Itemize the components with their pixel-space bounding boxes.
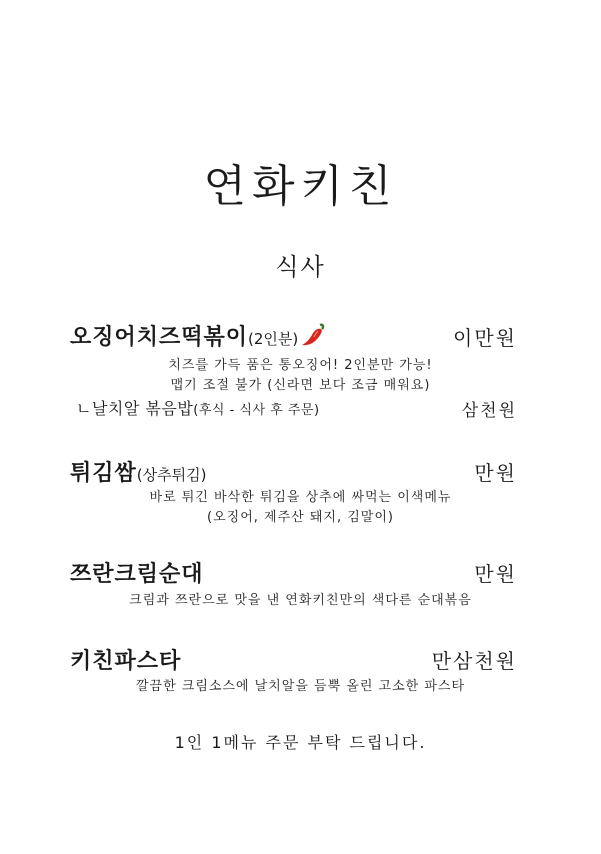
menu-item-price: 만삼천원 [431, 649, 517, 673]
side-item-note: (후식 - 식사 후 주문) [193, 403, 320, 418]
menu-item-description: 치즈를 가득 품은 통오징어! 2인분만 가능! [168, 358, 433, 373]
menu-item-description: 맵기 조절 불가 (신라면 보다 조금 매워요) [170, 378, 431, 393]
menu-item-description: (오징어, 제주산 돼지, 김말이) [207, 510, 394, 525]
side-item-price: 삼천원 [461, 401, 517, 421]
menu-item-note: (2인분) [248, 330, 299, 348]
menu-item-title: 쯔란크림순대 [70, 562, 204, 587]
menu-item-price: 이만원 [453, 326, 517, 350]
menu-item-title: 튀김쌈 [70, 461, 137, 486]
menu-item-title: 오징어치즈떡볶이 [70, 325, 249, 350]
menu-item-name [70, 644, 181, 675]
chili-pepper-icon [300, 322, 326, 354]
side-item-name [76, 396, 320, 419]
restaurant-title: 연화키친 [203, 161, 398, 212]
menu-item-title: 키친파스타 [70, 649, 182, 674]
menu-item-price: 만원 [474, 562, 517, 586]
menu-item-description: 깔끔한 크림소스에 날치알을 듬뿍 올린 고소한 파스타 [135, 679, 466, 694]
section-heading: 식사 [275, 253, 326, 281]
menu-item-price: 만원 [474, 461, 517, 485]
footer-notice: 1인 1메뉴 주문 부탁 드립니다. [174, 733, 427, 752]
menu-item-note: (상추튀김) [136, 466, 207, 484]
menu-item-description: 바로 튀긴 바삭한 튀김을 상추에 싸먹는 이색메뉴 [149, 490, 452, 505]
menu-item-name [70, 456, 206, 487]
menu-item-description: 크림과 쯔란으로 맛을 낸 연화키친만의 색다른 순대볶음 [129, 593, 472, 608]
menu-item-name [70, 320, 326, 354]
side-item-title: ㄴ날치알 볶음밥 [76, 399, 194, 418]
menu-item-name [70, 557, 204, 588]
